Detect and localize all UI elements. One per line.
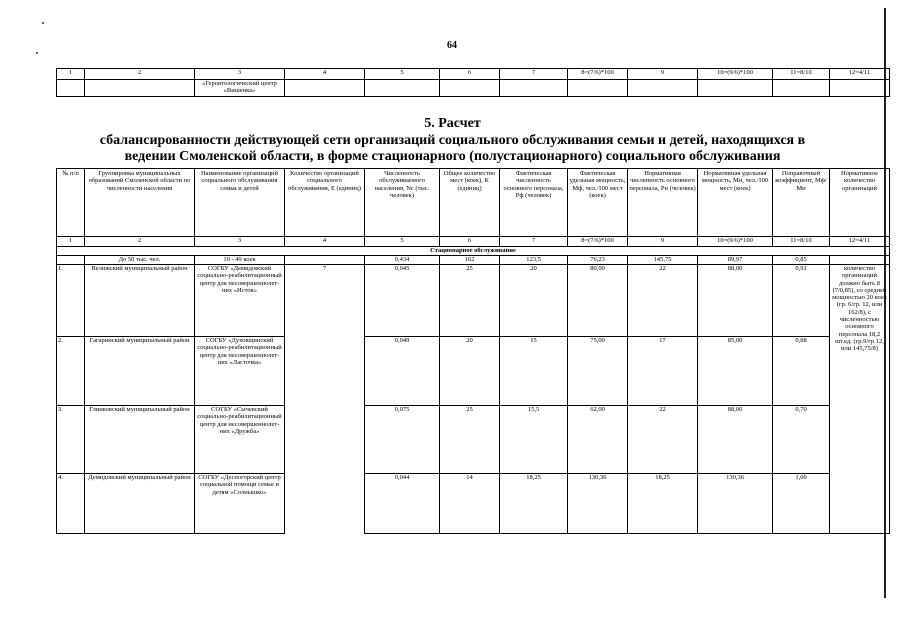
section-row	[57, 247, 890, 256]
column-header: Поправочный коэффициент, Мф/Мн	[773, 169, 830, 237]
cell: 7	[500, 237, 568, 247]
beds: 25	[440, 406, 500, 474]
cell: 7	[500, 69, 568, 80]
organization: СОГБУ «Демидовский социально-реабилитационный центр для несовершеннолет-них «Исток»	[195, 265, 285, 337]
page-number: 64	[447, 40, 457, 51]
cell: 10=(9/6)*100	[698, 69, 773, 80]
cell: 0,85	[773, 256, 830, 265]
header-row	[57, 169, 890, 237]
table-row	[57, 474, 890, 534]
cell: 9	[628, 69, 698, 80]
cell	[830, 256, 890, 265]
scan-speck	[36, 52, 38, 54]
section-title: 5. Расчет	[424, 116, 481, 131]
column-header: Количество организаций социального обслуживания, Е (единиц)	[285, 169, 365, 237]
cell: 145,75	[628, 256, 698, 265]
cell: 5	[365, 69, 440, 80]
column-header: Группировка муниципальных образований Смоленской области по численности населения	[85, 169, 195, 237]
column-header: Общее количество мест (коек), К (единиц)	[440, 169, 500, 237]
cell: 5	[365, 237, 440, 247]
calculation-table	[56, 168, 890, 534]
column-header: Нормативная удельная мощность, Мн, чел./100 мест (коек)	[698, 169, 773, 237]
column-numbers-row	[57, 69, 890, 80]
norm-capacity: 130,36	[698, 474, 773, 534]
cell: «Геронтологический центр «Вишенка»	[195, 80, 285, 97]
population: 0,049	[365, 337, 440, 406]
fact-capacity: 80,00	[568, 265, 628, 337]
cell: 11=8/10	[773, 237, 830, 247]
cell: 162	[440, 256, 500, 265]
coefficient: 0,91	[773, 265, 830, 337]
cell: 3	[195, 237, 285, 247]
district: Гагаринский муниципальный район	[85, 337, 195, 406]
cell	[568, 80, 628, 97]
norm-staff: 17	[628, 337, 698, 406]
cell	[628, 80, 698, 97]
norm-staff: 18,25	[628, 474, 698, 534]
population: 0,044	[365, 474, 440, 534]
population: 0,075	[365, 406, 440, 474]
norm-capacity: 88,00	[698, 265, 773, 337]
cell: 8=(7/6)*100	[568, 237, 628, 247]
cell: 2	[85, 69, 195, 80]
section-label: Стационарное обслуживание	[57, 247, 890, 256]
norm-capacity: 88,00	[698, 406, 773, 474]
section-title-line: ведении Смоленской области, в форме стационарного (полустационарного) социального обслуживания	[124, 149, 781, 164]
cell: 10 - 49 коек	[195, 256, 285, 265]
cell: 1	[57, 237, 85, 247]
population: 0,045	[365, 265, 440, 337]
cell	[365, 80, 440, 97]
column-header: № п/п	[57, 169, 85, 237]
cell: 6	[440, 69, 500, 80]
staff: 15	[500, 337, 568, 406]
fact-capacity: 62,00	[568, 406, 628, 474]
cell	[57, 80, 85, 97]
row-number: 2.	[57, 337, 85, 406]
continuation-table	[56, 68, 890, 97]
org-count: 7	[285, 265, 365, 534]
organization: СОГБУ «Сычевский социально-реабилитационный центр для несовершеннолет-них «Дружба»	[195, 406, 285, 474]
cell: 76,23	[568, 256, 628, 265]
column-header: Фактическая удельная мощность, Мф, чел./100 мест (коек)	[568, 169, 628, 237]
cell: 1	[57, 69, 85, 80]
cell: 11=8/10	[773, 69, 830, 80]
cell	[698, 80, 773, 97]
cell	[440, 80, 500, 97]
column-header: Нормативная численность основного персонала, Рн (человек)	[628, 169, 698, 237]
cell: 2	[85, 237, 195, 247]
row-number: 1.	[57, 265, 85, 337]
norm-capacity: 85,00	[698, 337, 773, 406]
coefficient: 0,88	[773, 337, 830, 406]
row-number: 3.	[57, 406, 85, 474]
cell: 6	[440, 237, 500, 247]
table-row	[57, 80, 890, 97]
beds: 14	[440, 474, 500, 534]
table-row	[57, 337, 890, 406]
cell: 12=4/11	[830, 69, 890, 80]
scan-speck	[42, 22, 44, 24]
cell: 4	[285, 69, 365, 80]
beds: 25	[440, 265, 500, 337]
table-row	[57, 265, 890, 337]
cell: 12=4/11	[830, 237, 890, 247]
cell: 8=(7/6)*100	[568, 69, 628, 80]
cell	[830, 80, 890, 97]
cell: 0,434	[365, 256, 440, 265]
district: Велижский муниципальный район	[85, 265, 195, 337]
staff: 18,25	[500, 474, 568, 534]
coefficient: 0,70	[773, 406, 830, 474]
organization: СОГБУ «Десногорский центр социальной помощи семье и детям «Солнышко»	[195, 474, 285, 534]
cell	[500, 80, 568, 97]
staff: 20	[500, 265, 568, 337]
fact-capacity: 75,00	[568, 337, 628, 406]
column-header: Фактическая численность основного персонала, Рф (человек)	[500, 169, 568, 237]
cell: 9	[628, 237, 698, 247]
table-row	[57, 406, 890, 474]
cell: 123,5	[500, 256, 568, 265]
district: Демидовский муниципальный район	[85, 474, 195, 534]
group-row	[57, 256, 890, 265]
cell	[285, 80, 365, 97]
norm-count-note: количество организаций должно быть 8 (7/0,85), со средней мощностью 20 коек (гр. 6/гр. 12, или 162/8), с численностью основного персонала 18,2 шт.ед. (гр.9/гр.12, или 145,75/8)	[830, 265, 890, 534]
row-number: 4.	[57, 474, 85, 534]
section-title-line: сбалансированности действующей сети организаций социального обслуживания семьи и детей, находящихся в	[99, 133, 806, 148]
cell: 4	[285, 237, 365, 247]
fact-capacity: 130,36	[568, 474, 628, 534]
column-header: Наименование организаций социального обслуживания семьи и детей	[195, 169, 285, 237]
staff: 15,5	[500, 406, 568, 474]
column-header: Численность обслуживаемого населения, Nc (тыс. человек)	[365, 169, 440, 237]
cell	[85, 80, 195, 97]
norm-staff: 22	[628, 265, 698, 337]
cell	[57, 256, 85, 265]
column-header: Нормативное количество организаций	[830, 169, 890, 237]
cell: 89,97	[698, 256, 773, 265]
organization: СОГБУ «Духовщинский социально-реабилитационный центр для несовершеннолет-них «Ласточка»	[195, 337, 285, 406]
cell: До 50 тыс. чел.	[85, 256, 195, 265]
coefficient: 1,00	[773, 474, 830, 534]
cell	[285, 256, 365, 265]
cell: 3	[195, 69, 285, 80]
column-numbers-row	[57, 237, 890, 247]
district: Глинковский муниципальный район	[85, 406, 195, 474]
beds: 20	[440, 337, 500, 406]
norm-staff: 22	[628, 406, 698, 474]
cell: 10=(9/6)*100	[698, 237, 773, 247]
cell	[773, 80, 830, 97]
